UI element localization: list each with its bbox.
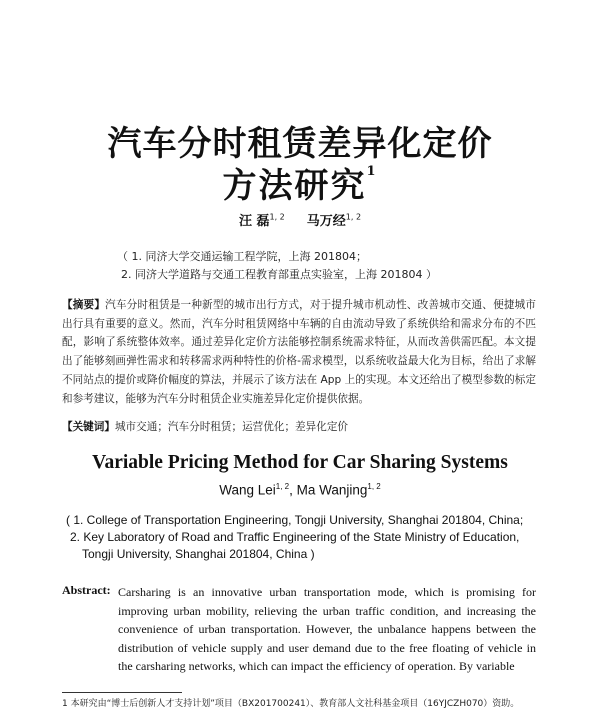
english-title: Variable Pricing Method for Car Sharing Systems bbox=[92, 452, 508, 473]
english-author-1: Wang Lei bbox=[219, 482, 276, 498]
english-abstract-label: Abstract: bbox=[62, 583, 111, 597]
chinese-abstract-text: 汽车分时租赁是一种新型的城市出行方式，对于提升城市机动性、改善城市交通、便捷城市出行具有重要的意义。然而，汽车分时租赁网络中车辆的自由流动导致了系统供给和需求分布的不匹配，影响了系统整体效率。通过差异化定价方法能够控制系统需求特征，从而改善供需匹配。本文提出了能够刻画弹性需求和转移需求两种特性的价格-需求模型，以系统收益最大化为目标，给出了求解不同站点的提价或降价幅度的算法，并展示了该方法在 App 上的实现。本文还给出了模型参数的标定和参考建议，能够为汽车分时租赁企业实施差异化定价提供依据。 bbox=[62, 299, 536, 405]
title-footnote-mark: 1 bbox=[366, 164, 378, 179]
chinese-author-2-affil: 1, 2 bbox=[345, 212, 362, 222]
chinese-author-1: 汪 磊 bbox=[238, 214, 270, 229]
english-affiliation-2-line2: Tongji University, Shanghai 201804, China ) bbox=[82, 547, 315, 561]
english-affiliation-2-line1: 2. Key Laboratory of Road and Traffic Engineering of the State Ministry of Education, bbox=[70, 530, 520, 544]
english-authors: Wang Lei$^{1, 2}$, Ma Wanjing$^{1, 2}$ bbox=[219, 482, 381, 498]
chinese-keywords bbox=[62, 419, 536, 434]
english-author-2-affil: 1, 2 bbox=[367, 482, 381, 491]
chinese-keywords-label: 【关键词】 bbox=[62, 421, 115, 433]
chinese-title-line2 bbox=[0, 158, 600, 207]
chinese-affiliation-2: 2. 同济大学道路与交通工程教育部重点实验室，上海 201804 ） bbox=[121, 268, 437, 281]
chinese-abstract bbox=[62, 296, 536, 408]
chinese-authors bbox=[0, 210, 600, 229]
footnote-divider bbox=[62, 692, 182, 693]
footnote: 1 本研究由“博士后创新人才支持计划”项目（BX201700241）、教育部人文社科基金项目（16YJCZH070）资助。 bbox=[62, 699, 520, 709]
chinese-title-line1: 汽车分时租赁差异化定价 bbox=[107, 124, 493, 164]
english-abstract-text: Carsharing is an innovative urban transportation mode, which is promising for improving urban mobility, relieving the urban traffic condition, and increasing the convenience of urban transportation. However, the unbalance happens between the distribution of vehicle supply and user demand due to the free floating of vehicle in the carsharing networks, which can impact the efficiency of operation. By variable bbox=[118, 585, 536, 674]
chinese-title-line2-text: 方法研究 bbox=[222, 166, 367, 206]
chinese-author-1-affil: 1, 2 bbox=[269, 212, 285, 222]
chinese-author-2: 马万经 bbox=[306, 214, 346, 229]
english-author-1-affil: 1, 2 bbox=[275, 482, 290, 491]
english-affiliation-2 bbox=[70, 529, 570, 563]
chinese-affiliation-1: （ 1. 同济大学交通运输工程学院，上海 201804； bbox=[117, 250, 367, 263]
english-affiliation-1: ( 1. College of Transportation Engineering, Tongji University, Shanghai 201804, China; bbox=[66, 513, 524, 527]
chinese-keywords-text: 城市交通；汽车分时租赁；运营优化；差异化定价 bbox=[114, 421, 349, 433]
chinese-abstract-label: 【摘要】 bbox=[62, 299, 106, 311]
english-author-2: Ma Wanjing bbox=[296, 482, 368, 498]
